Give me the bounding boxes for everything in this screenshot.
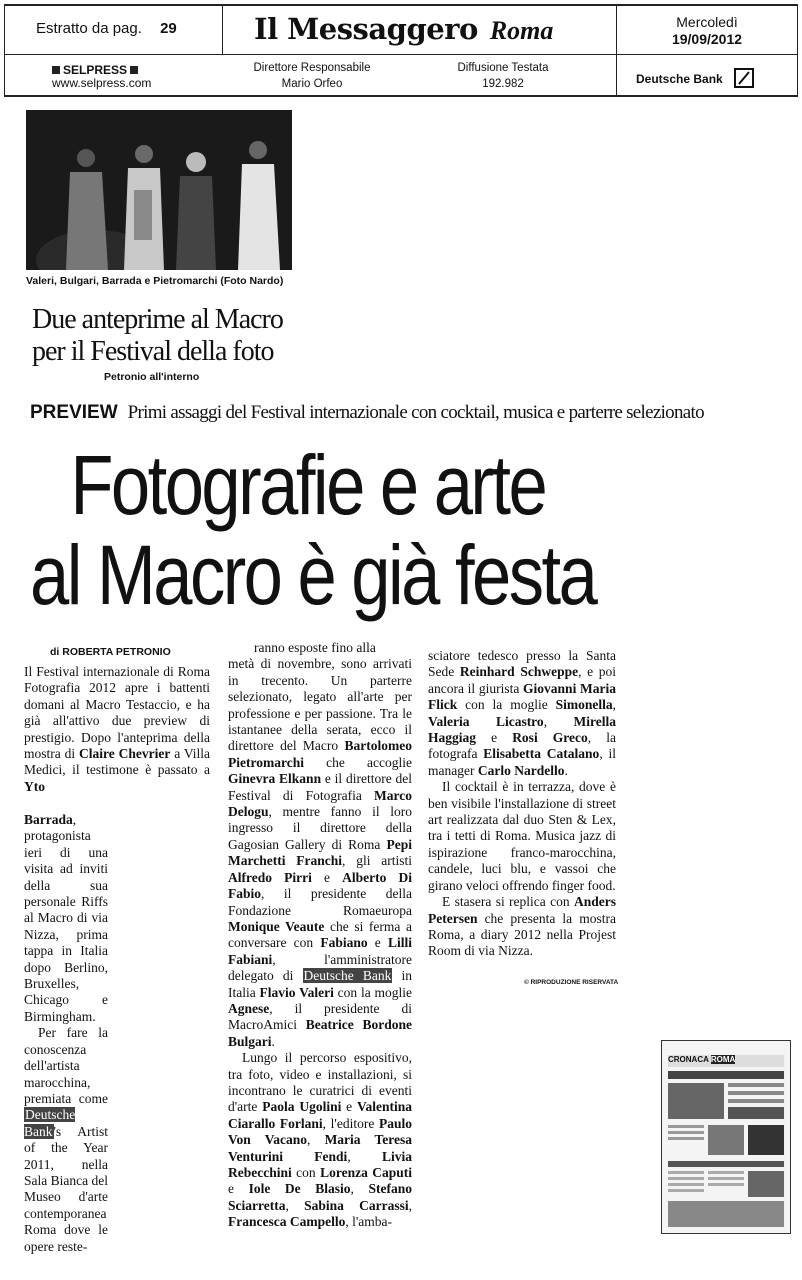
extract-label: Estratto da pag. 29 [36, 20, 177, 37]
issue-date-value: 19/09/2012 [671, 31, 743, 47]
deutsche-bank-logo-icon [734, 68, 754, 88]
paragraph: sciatore tedesco presso la Santa Sede Reinhard Schweppe, e poi ancora il giurista Giovanni Maria Flick con la moglie Simonella, Valeria Licastro, Mirella Haggiag e Rosi Greco, la fotografa Elisabetta Catalano, il manager Carlo Nardello. [428, 648, 617, 778]
teaser-reference: Petronio all'interno [104, 371, 200, 383]
issue-date [616, 14, 798, 48]
circulation-value: 192.982 [482, 78, 524, 90]
article-column-1 [24, 664, 210, 795]
article-column-1-narrow [24, 812, 108, 1255]
kicker-label: PREVIEW [30, 402, 118, 423]
newspaper-name: Il Messaggero [254, 12, 478, 46]
paragraph: Il Festival internazionale di Roma Fotografia 2012 apre i battenti domani al Macro Testaccio, e ha già all'attivo due preview di prestigio. Dopo l'anteprima della mostra di Claire Chevrier a Villa Medici, il testimone è passato a Yto [24, 664, 210, 794]
selpress-url: www.selpress.com [52, 76, 152, 90]
kicker-text: Primi assaggi del Festival internazionale con cocktail, musica e parterre selezionato [127, 402, 704, 423]
teaser-headline: Due anteprime al Macro per il Festival della foto [32, 304, 283, 367]
page-thumbnail [661, 1040, 791, 1234]
paragraph: E stasera si replica con Anders Petersen che presenta la mostra Roma, a diary 2012 nella Projest Room di via Nizza. [428, 894, 616, 959]
event-photo [26, 110, 292, 270]
page-number: 29 [160, 20, 177, 37]
article-column-3 [428, 648, 616, 960]
paragraph: metà di novembre, sono arrivati in trecento. Un parterre selezionato, legato all'arte per professione e per passione. Tra le istantanee della serata, ecco il direttore del Macro Bartolomeo Pietromarchi che accoglie Ginevra Elkann e il direttore del Festival di Fotografia Marco Delogu, mentre fanno il loro ingresso il direttore della Gagosian Gallery di Roma Pepi Marchetti Franchi, gli artisti Alfredo Pirri e Alberto Di Fabio, il presidente della Fondazione Romaeuropa Monique Veaute che si ferma a conversare con Fabiano e Lilli Fabiani, l'amministratore delegato di Deutsche Bank in Italia Flavio Valeri con la moglie Agnese, il presidente di MacroAmici Beatrice Bordone Bulgari. [228, 656, 413, 1049]
kicker [30, 402, 704, 424]
main-headline: Fotografie e arte al Macro è già festa [30, 438, 596, 622]
paragraph: Il cocktail è in terrazza, dove è ben visibile l'installazione di street art realizzata dal duo Sten & Lex, tra i tetti di Roma. Musica jazz di ispirazione franco-marocchina, candele, luci blu, e vassoi che girano veloci offrendo finger food. [428, 779, 616, 893]
thumbnail-page-layout [662, 1041, 790, 1233]
director-info: Direttore Responsabile Mario Orfeo [222, 60, 402, 92]
thumbnail-masthead: CRONACA ROMA [668, 1055, 784, 1067]
selpress-logo: SELPRESS www.selpress.com [52, 63, 152, 90]
paragraph: Per fare la conoscenza dell'artista marocchina, premiata come Deutsche Bank's Artist of the Year 2011, nella Sala Bianca del Museo d'arte contemporanea Roma dove le opere reste- [24, 1025, 108, 1254]
director-name: Mario Orfeo [281, 78, 343, 90]
copyright-note: © RIPRODUZIONE RISERVATA [524, 979, 619, 986]
article-column-2 [228, 640, 412, 1231]
press-clipping-header [4, 4, 798, 96]
byline: di ROBERTA PETRONIO [50, 646, 171, 658]
client-name: Deutsche Bank [636, 68, 754, 88]
paragraph: ranno esposte fino alla [254, 640, 376, 655]
newspaper-masthead [254, 12, 554, 46]
paragraph: Lungo il percorso espositivo, tra foto, video e installazioni, si incontrano le curatrici di eventi d'arte Paola Ugolini e Valentina Ciarallo Forlani, l'editore Paulo Von Vacano, Maria Teresa Venturini Fendi, Livia Rebecchini con Lorenza Caputi e Iole De Blasio, Stefano Sciarretta, Sabina Carrassi, Francesca Campello, l'amba- [228, 1050, 412, 1230]
issue-day: Mercoledì [676, 14, 738, 30]
photo-caption: Valeri, Bulgari, Barrada e Pietromarchi (Foto Nardo) [26, 275, 284, 287]
newspaper-edition: Roma [489, 16, 554, 45]
paragraph: Barrada, protagonista ieri di una visita ad inviti della sua personale Riffs al Macro di via Nizza, prima tappa in Italia dopo Berlino, Bruxelles, Chicago e Birmingham. [24, 812, 108, 1024]
circulation-info: Diffusione Testata 192.982 [418, 60, 588, 92]
